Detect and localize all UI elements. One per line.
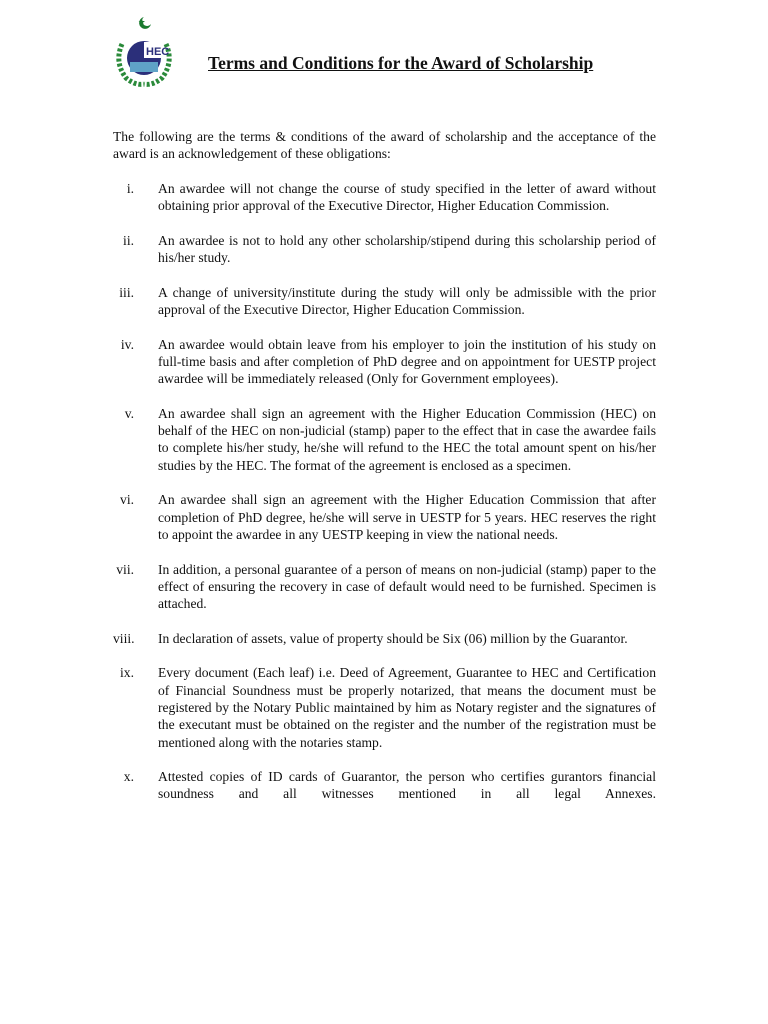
item-number: vi. xyxy=(120,492,134,508)
item-number: x. xyxy=(123,769,134,785)
item-number: i. xyxy=(126,181,134,196)
item-number: ix. xyxy=(120,665,134,681)
item-text: Every document (Each leaf) i.e. Deed of Agreement, Guarantee to HEC and Certification of Financial Soundness must be properly notarized, that means the document must be registered by the Notary Public maintained by him as Notary register and the signatures of the executant must be obtained on the register and the number of the registration must be mentioned along with the notaries stamp. xyxy=(158,665,656,750)
list-item xyxy=(113,232,656,267)
intro-paragraph: The following are the terms & conditions of the award of scholarship and the acceptance of the award is an acknowledgement of these obligations: xyxy=(113,129,656,162)
item-number: ii. xyxy=(123,232,134,248)
item-text: In declaration of assets, value of property should be Six (06) million by the Guarantor. xyxy=(158,630,628,646)
item-text: An awardee will not change the course of study specified in the letter of award without obtaining prior approval of the Executive Director, Higher Education Commission. xyxy=(158,181,656,214)
item-number: vii. xyxy=(116,561,134,577)
item-text: An awardee is not to hold any other scholarship/stipend during this scholarship period of his/her study. xyxy=(158,232,656,266)
hec-logo xyxy=(108,14,180,88)
list-item xyxy=(113,491,656,543)
list-item xyxy=(113,336,656,388)
list-item xyxy=(113,284,656,319)
item-text: An awardee would obtain leave from his employer to join the institution of his study on full-time basis and after completion of PhD degree and on appointment for UESTP project awardee will be immediately released (Only for Government employees). xyxy=(158,336,656,387)
list-item xyxy=(113,561,656,613)
item-number: iv. xyxy=(120,336,134,352)
svg-text:HEC: HEC xyxy=(146,46,170,58)
list-item xyxy=(113,405,656,474)
item-text: A change of university/institute during the study will only be admissible with the prior approval of the Executive Director, Higher Education Commission. xyxy=(158,284,656,318)
list-item xyxy=(113,768,656,803)
item-number: viii. xyxy=(113,630,135,646)
list-item xyxy=(113,180,656,215)
item-number: v. xyxy=(124,405,134,421)
item-text: In addition, a personal guarantee of a person of means on non-judicial (stamp) paper to the effect of ensuring the recovery in case of default would need to be furnished. Specimen is attached. xyxy=(158,561,656,612)
page-title: Terms and Conditions for the Award of Scholarship xyxy=(208,53,594,73)
terms-list xyxy=(113,180,656,820)
item-text: An awardee shall sign an agreement with the Higher Education Commission (HEC) on behalf of the HEC on non-judicial (stamp) paper to the effect that in case the awardee fails to complete his/her study, he/she will refund to the HEC the total amount spent on his/her studies by the HEC. The format of the agreement is enclosed as a specimen. xyxy=(158,405,656,473)
list-item xyxy=(113,664,656,750)
item-number: iii. xyxy=(119,284,134,300)
item-text: An awardee shall sign an agreement with the Higher Education Commission that after completion of PhD degree, he/she will serve in UESTP for 5 years. HEC reserves the right to appoint the awardee in any UESTP keeping in view the national needs. xyxy=(158,492,656,542)
item-text: Attested copies of ID cards of Guarantor, the person who certifies gurantors financial soundness and all witnesses mentioned in all legal Annexes. xyxy=(158,769,656,802)
list-item xyxy=(113,630,656,647)
